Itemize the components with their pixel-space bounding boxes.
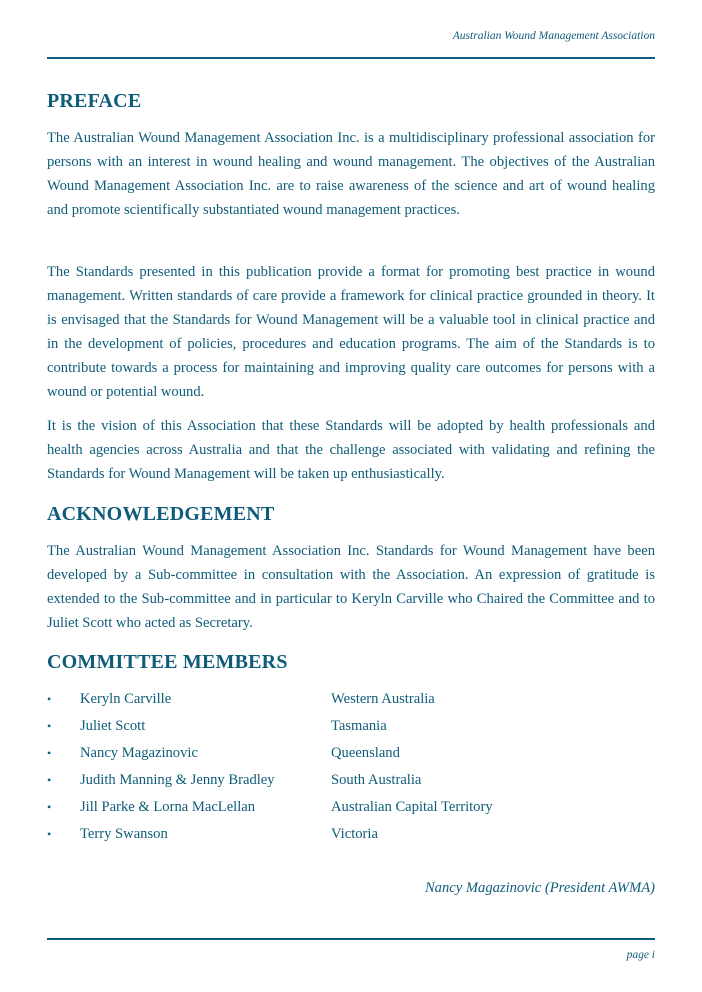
member-region: Queensland <box>331 745 400 761</box>
list-item <box>47 795 655 822</box>
member-region: Victoria <box>331 826 378 842</box>
bullet-icon: • <box>47 746 52 760</box>
heading-acknowledgement: ACKNOWLEDGEMENT <box>47 503 275 525</box>
list-item <box>47 768 655 795</box>
list-item <box>47 687 655 714</box>
member-name: Juliet Scott <box>80 718 146 734</box>
member-name: Jill Parke & Lorna MacLellan <box>80 799 256 815</box>
page-number: page i <box>626 949 655 961</box>
heading-preface: PREFACE <box>47 90 142 112</box>
acknowledgement-paragraph: The Australian Wound Management Association Inc. Standards for Wound Management have been developed by a Sub-committee in consultation with the Association. An expression of gratitude is extended to the Sub-committee and in particular to Keryln Carville who Chaired the Committee and to Juliet Scott who acted as Secretary. <box>47 543 655 631</box>
running-header-title: Australian Wound Management Association <box>452 30 655 42</box>
member-region: Western Australia <box>331 691 435 707</box>
bullet-icon: • <box>47 692 52 706</box>
member-name: Keryln Carville <box>80 691 172 707</box>
signature: Nancy Magazinovic (President AWMA) <box>424 880 655 896</box>
bullet-icon: • <box>47 827 52 841</box>
footer-rule <box>47 938 655 940</box>
member-region: Tasmania <box>331 718 387 734</box>
member-name: Judith Manning & Jenny Bradley <box>80 772 275 788</box>
member-name: Nancy Magazinovic <box>80 745 198 761</box>
bullet-icon: • <box>47 800 52 814</box>
list-item <box>47 822 655 849</box>
preface-paragraph-2: The Standards presented in this publication provide a format for promoting best practice in wound management. Written standards of care provide a framework for clinical practice grounded in theory. It is envisaged that the Standards for Wound Management will be a valuable tool in clinical practice and in the development of policies, procedures and education programs. The aim of the Standards is to contribute towards a process for maintaining and improving quality care outcomes for persons with a wound or potential wound. <box>47 264 655 400</box>
committee-members-list <box>47 687 655 849</box>
list-item <box>47 741 655 768</box>
preface-paragraph-3: It is the vision of this Association that these Standards will be adopted by health professionals and health agencies across Australia and that the challenge associated with validating and refining the Standards for Wound Management will be taken up enthusiastically. <box>47 418 655 482</box>
bullet-icon: • <box>47 773 52 787</box>
member-name: Terry Swanson <box>80 826 168 842</box>
preface-paragraph-1: The Australian Wound Management Association Inc. is a multidisciplinary professional association for persons with an interest in wound healing and wound management. The objectives of the Australian Wound Management Association Inc. are to raise awareness of the science and art of wound healing and promote scientifically substantiated wound management practices. <box>47 130 655 218</box>
header-rule <box>47 57 655 59</box>
bullet-icon: • <box>47 719 52 733</box>
member-region: South Australia <box>331 772 422 788</box>
heading-committee-members: COMMITTEE MEMBERS <box>47 651 288 673</box>
list-item <box>47 714 655 741</box>
member-region: Australian Capital Territory <box>331 799 493 815</box>
